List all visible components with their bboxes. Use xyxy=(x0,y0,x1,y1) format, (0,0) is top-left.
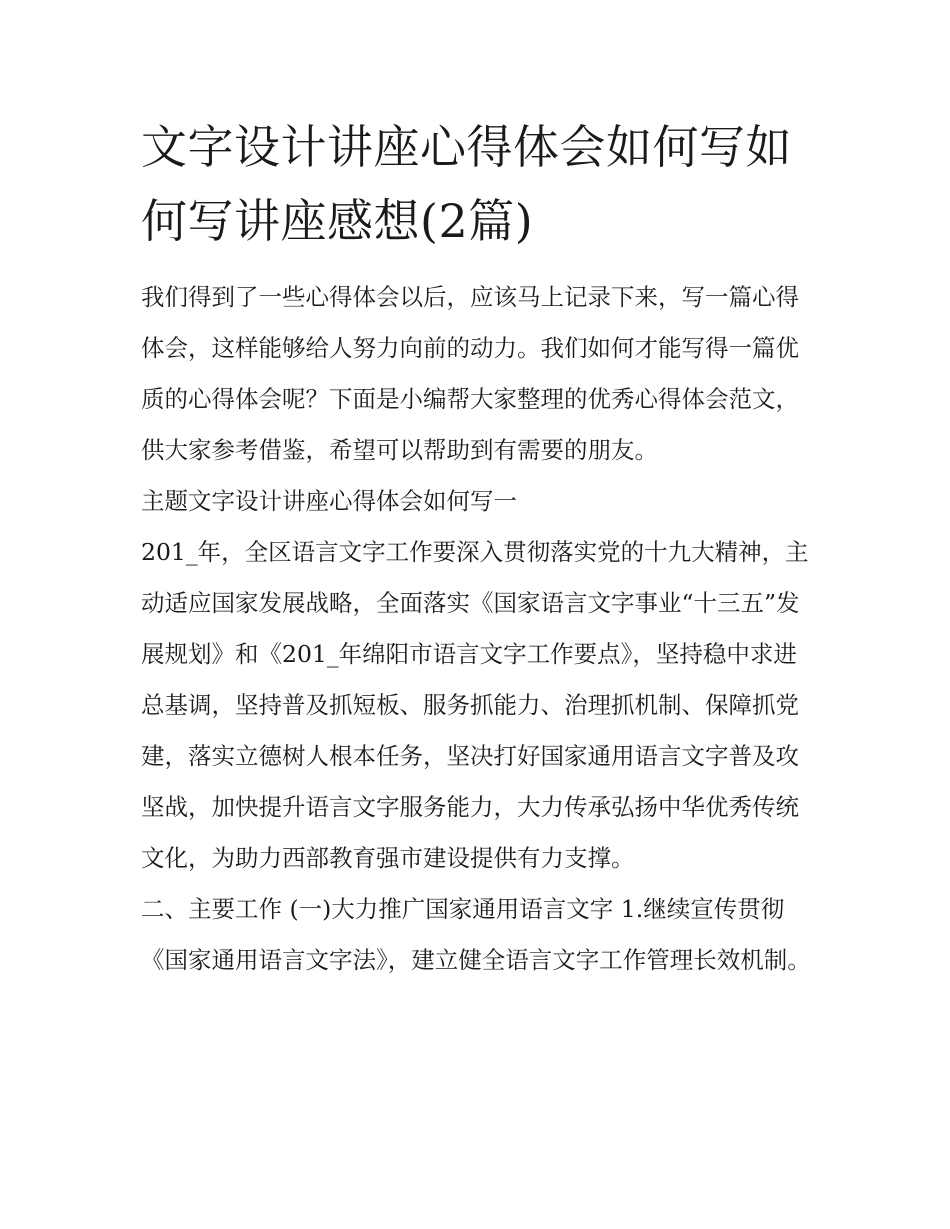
document-page xyxy=(141,110,813,986)
body-paragraph: 二、主要工作 (一)大力推广国家通用语言文字 1.继续宣传贯彻《国家通用语言文字法》，建立健全语言文字工作管理长效机制。 xyxy=(141,895,811,974)
intro-paragraph: 我们得到了一些心得体会以后，应该马上记录下来，写一篇心得体会，这样能够给人努力向前的动力。我们如何才能写得一篇优质的心得体会呢？下面是小编帮大家整理的优秀心得体会范文，供大家参考借鉴，希望可以帮助到有需要的朋友。 xyxy=(141,283,799,464)
body-paragraph: 201_年，全区语言文字工作要深入贯彻落实党的十九大精神，主动适应国家发展战略，全面落实《国家语言文字事业“十三五”发展规划》和《201_年绵阳市语言文字工作要点》，坚持稳中求进总基调，坚持普及抓短板、服务抓能力、治理抓机制、保障抓党建，落实立德树人根本任务，坚决打好国家通用语言文字普及攻坚战，加快提升语言文字服务能力，大力传承弘扬中华优秀传统文化，为助力西部教育强市建设提供有力支撑。 xyxy=(141,538,809,872)
document-title: 文字设计讲座心得体会如何写如何写讲座感想(2篇) xyxy=(141,120,792,248)
document-body xyxy=(141,272,813,986)
section-heading: 主题文字设计讲座心得体会如何写一 xyxy=(141,487,517,515)
